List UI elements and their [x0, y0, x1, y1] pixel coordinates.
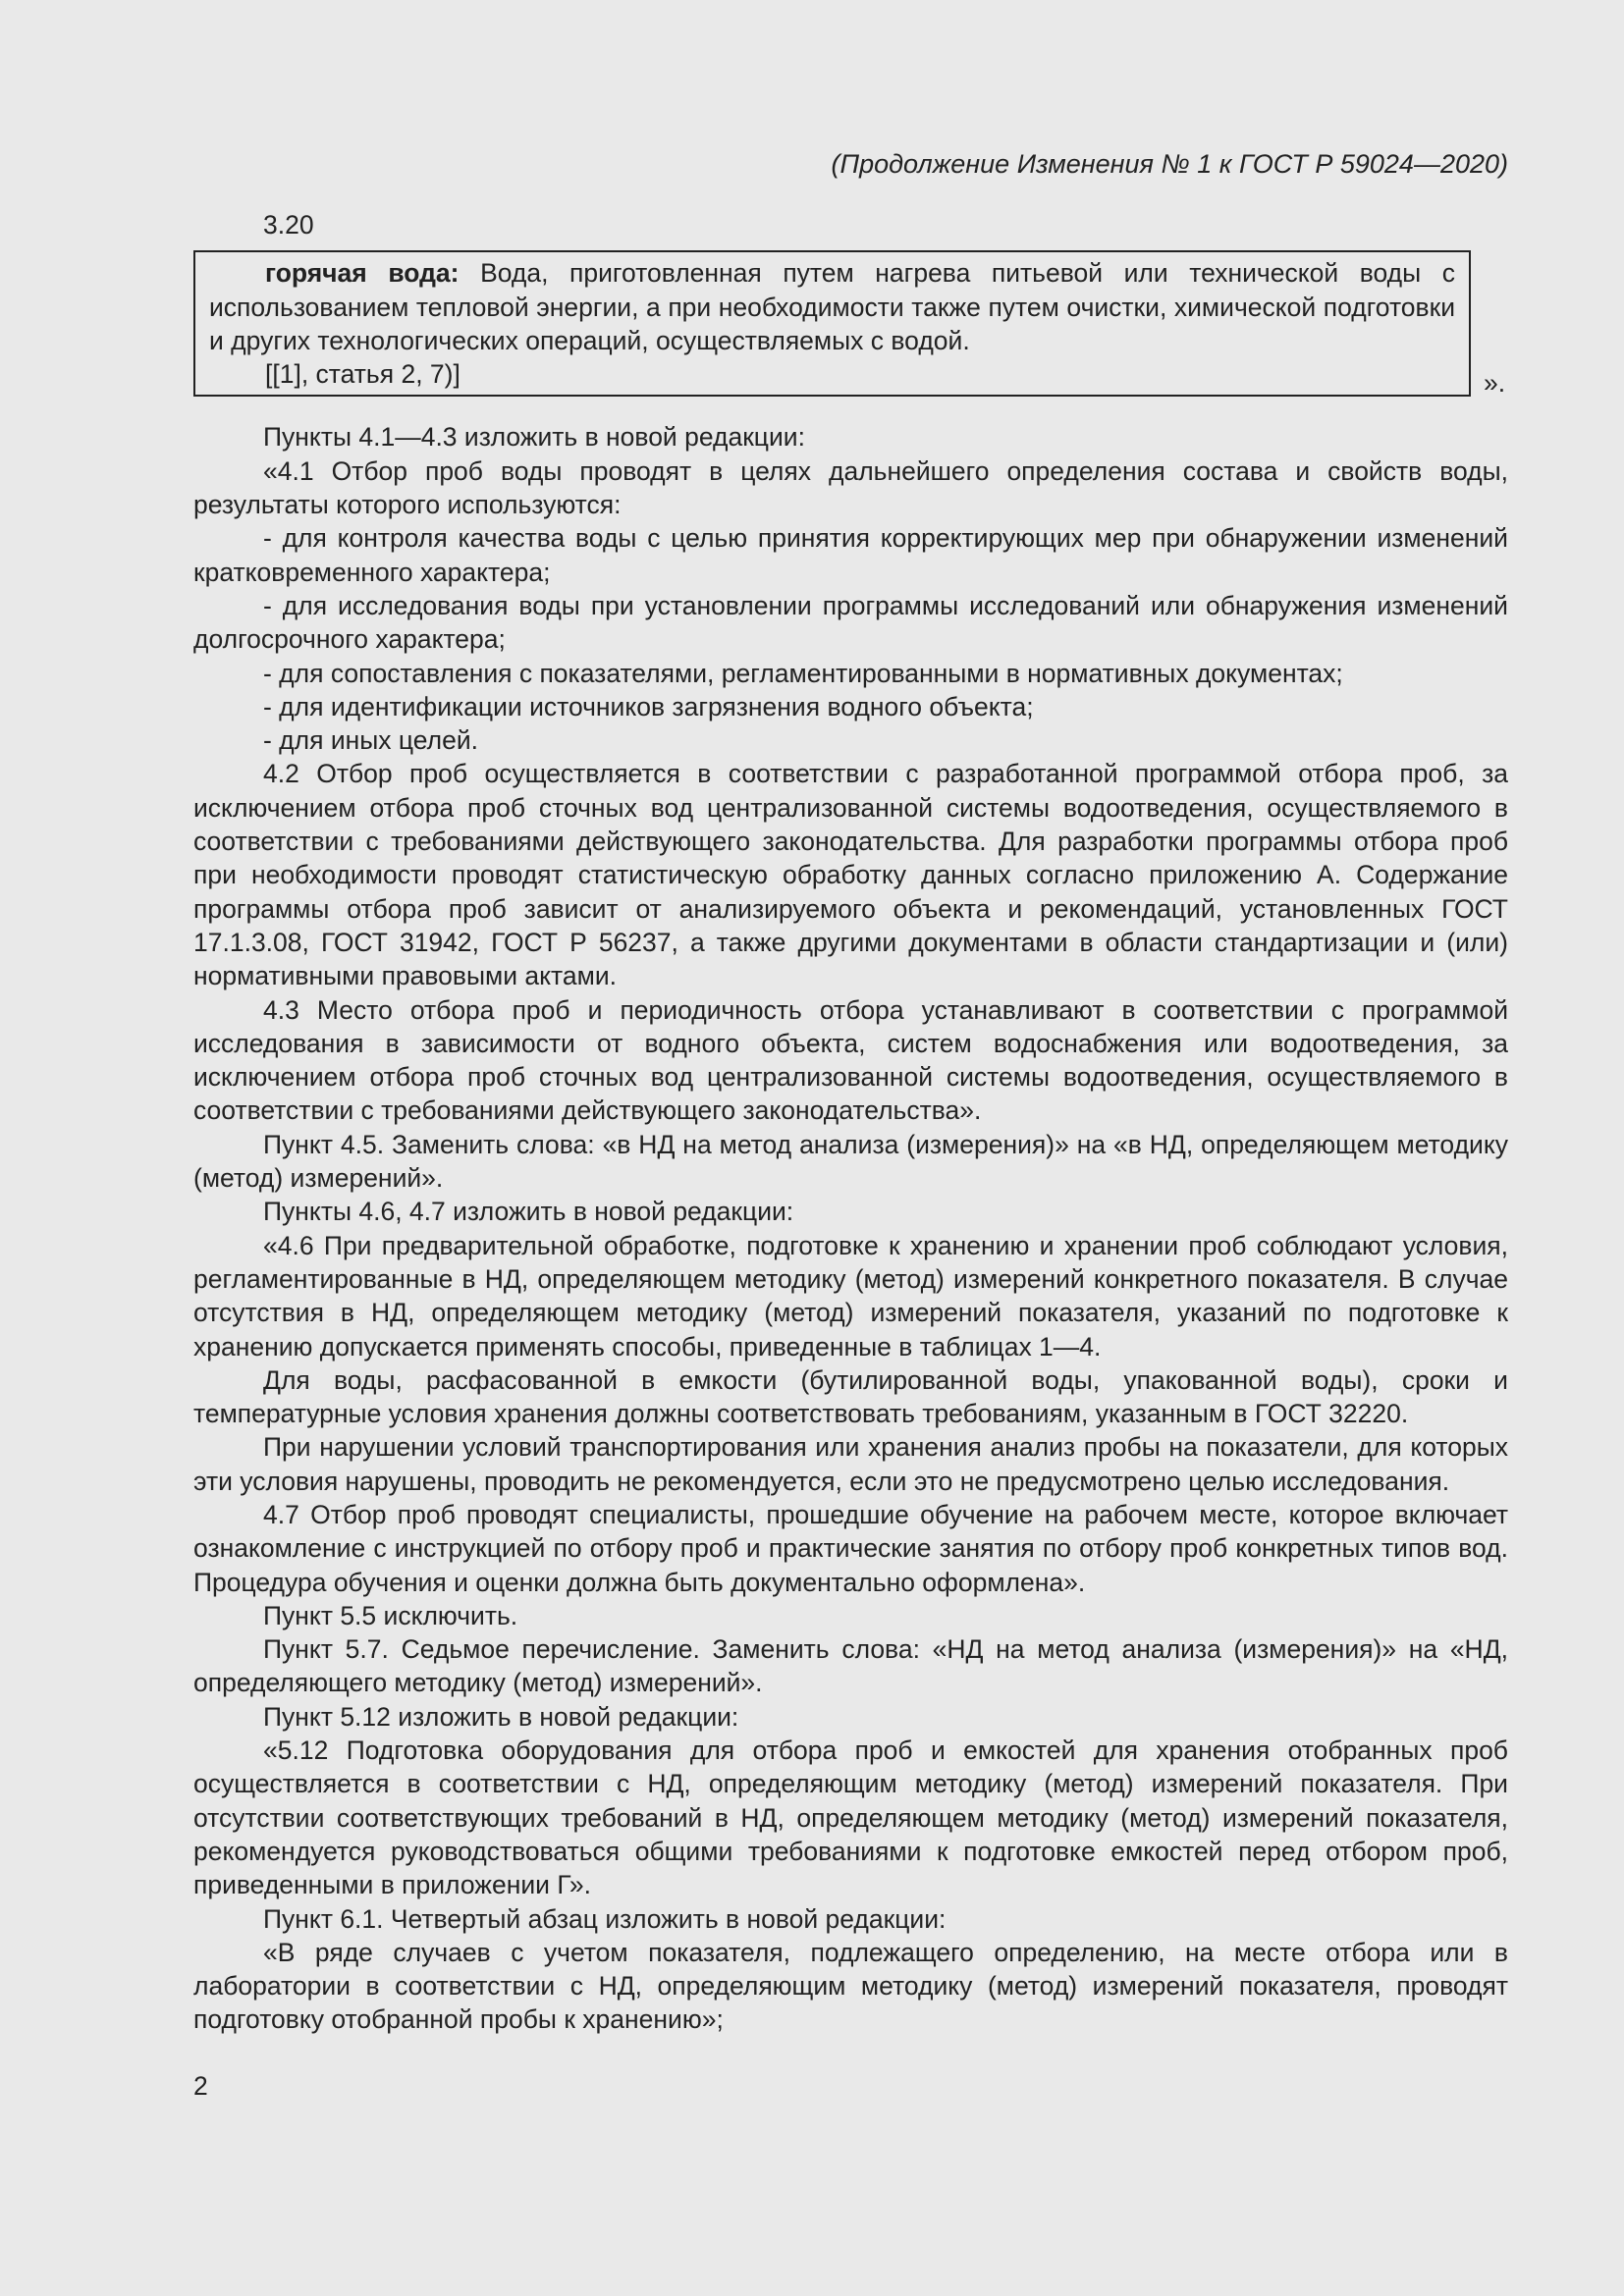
list-item: - для идентификации источников загрязнения водного объекта;	[263, 691, 1034, 721]
paragraph: Пункт 5.12 изложить в новой редакции:	[263, 1701, 739, 1732]
document-body	[193, 208, 1508, 2037]
paragraph: Пункты 4.1—4.3 изложить в новой редакции:	[263, 422, 805, 453]
paragraph: 4.7 Отбор проб проводят специалисты, прошедшие обучение на рабочем месте, которое включает ознакомление с инструкцией по отбору проб и практические занятия по отбору проб конкретных типов вод. Процедура обучения и оценки должна быть документально оформлена».	[193, 1499, 1508, 1597]
paragraph: 4.2 Отбор проб осуществляется в соответствии с разработанной программой отбора проб, за исключением отбора проб сточных вод централизованной системы водоотведения, осуществляемого в соответствии с требованиями действующего законодательства. Для разработки программы отбора проб при необходимости проводят статистическую обработку данных согласно приложению А. Содержание программы отбора проб зависит от анализируемого объекта и рекомендаций, установленных ГОСТ 17.1.3.08, ГОСТ 31942, ГОСТ Р 56237, а также другими документами в области стандартизации и (или) нормативными правовыми актами.	[193, 759, 1508, 991]
paragraph: 4.3 Место отбора проб и периодичность отбора устанавливают в соответствии с программой исследования в зависимости от водного объекта, систем водоснабжения или водоотведения, за исключением отбора проб сточных вод централизованной системы водоотведения, осуществляемого в соответствии с требованиями действующего законодательства».	[193, 994, 1508, 1126]
definition-paragraph	[209, 256, 1455, 357]
definition-row	[193, 250, 1508, 397]
paragraph: При нарушении условий транспортирования или хранения анализ пробы на показатели, для которых эти условия нарушены, проводить не рекомендуется, если это не предусмотрено целью исследования.	[193, 1432, 1508, 1496]
paragraph: Пункт 6.1. Четвертый абзац изложить в новой редакции:	[263, 1903, 947, 1934]
paragraph: Для воды, расфасованной в емкости (бутилированной воды, упакованной воды), сроки и температурные условия хранения должны соответствовать требованиям, указанным в ГОСТ 32220.	[193, 1364, 1508, 1429]
paragraph: «5.12 Подготовка оборудования для отбора проб и емкостей для хранения отобранных проб осуществляется в соответствии с НД, определяющим методику (метод) измерений показателя. При отсутствии соответствующих требований в НД, определяющем методику (метод) измерений показателя, рекомендуется руководствоваться общими требованиями к подготовке емкостей перед отбором проб, приведенными в приложении Г».	[193, 1735, 1508, 1900]
section-number: 3.20	[263, 210, 314, 240]
page-number: 2	[193, 2071, 208, 2101]
paragraph: Пункты 4.6, 4.7 изложить в новой редакции:	[263, 1197, 794, 1227]
paragraph: Пункт 5.7. Седьмое перечисление. Заменить слова: «НД на метод анализа (измерения)» на «НД, определяющего методику (метод) измерений».	[193, 1634, 1508, 1698]
definition-term: горячая вода:	[265, 258, 460, 289]
list-item: - для исследования воды при установлении программы исследований или обнаружения изменений долгосрочного характера;	[193, 590, 1508, 655]
paragraph: «4.6 При предварительной обработке, подготовке к хранению и хранении проб соблюдают условия, регламентированные в НД, определяющем методику (метод) измерений конкретного показателя. В случае отсутствия в НД, определяющем методику (метод) измерений показателя, указаний по подготовке к хранению допускается применять способы, приведенные в таблицах 1—4.	[193, 1230, 1508, 1362]
list-item: - для сопоставления с показателями, регламентированными в нормативных документах;	[263, 658, 1343, 688]
definition-box	[193, 250, 1471, 397]
paragraph: «В ряде случаев с учетом показателя, подлежащего определению, на месте отбора или в лаборатории в соответствии с НД, определяющим методику (метод) измерений показателя, проводят подготовку отобранной пробы к хранению»;	[193, 1937, 1508, 2035]
definition-text: Вода, приготовленная путем нагрева питьевой или технической воды с использованием тепловой энергии, а при необходимости также путем очистки, химической подготовки и других технологических операций, осуществляемых с водой.	[209, 258, 1455, 355]
list-item: - для иных целей.	[263, 725, 479, 756]
list-item: - для контроля качества воды с целью принятия корректирующих мер при обнаружении изменений кратковременного характера;	[193, 523, 1508, 587]
definition-source: [[1], статья 2, 7)]	[265, 359, 460, 390]
definition-closing-quote: ».	[1484, 368, 1506, 399]
running-header: (Продолжение Изменения № 1 к ГОСТ Р 59024—2020)	[831, 149, 1508, 179]
paragraph: «4.1 Отбор проб воды проводят в целях дальнейшего определения состава и свойств воды, результаты которого используются:	[193, 455, 1508, 520]
paragraph: Пункт 5.5 исключить.	[263, 1600, 518, 1630]
paragraph: Пункт 4.5. Заменить слова: «в НД на метод анализа (измерения)» на «в НД, определяющем методику (метод) измерений».	[193, 1129, 1508, 1194]
